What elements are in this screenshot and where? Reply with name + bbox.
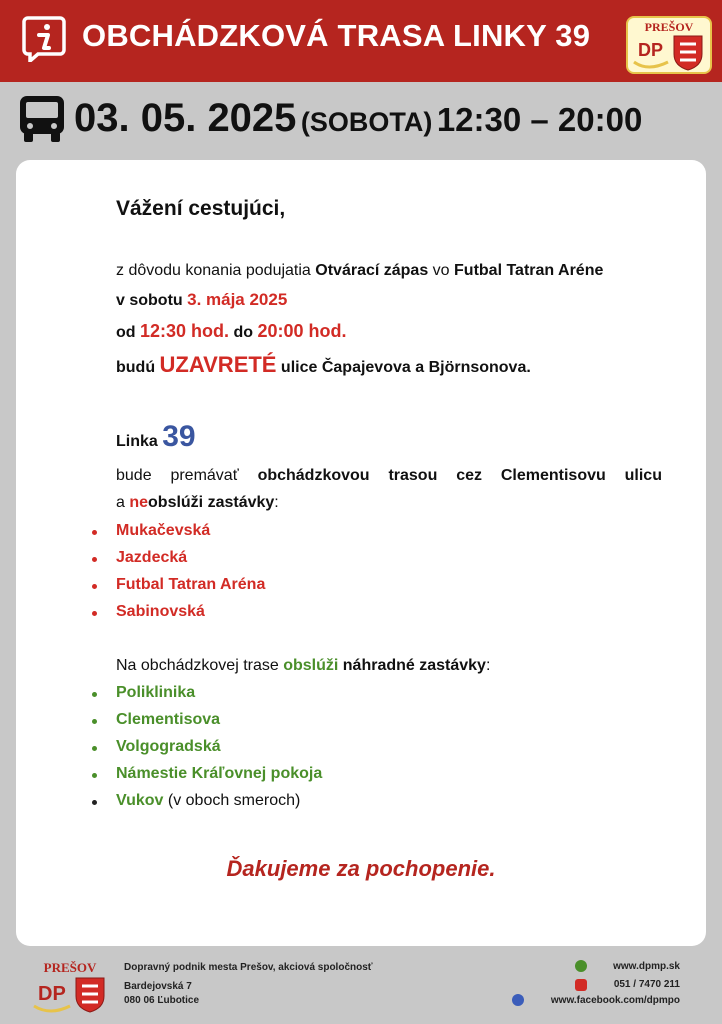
date-time-line [74, 96, 642, 141]
dpmp-logo: PREŠOV DP [626, 16, 712, 74]
served-stop: Námestie Kráľovnej pokoja [116, 765, 323, 782]
date: 03. 05. 2025 [74, 96, 297, 140]
bullet-dot [92, 611, 97, 616]
skipped-stop: Futbal Tatran Aréna [116, 576, 266, 593]
svg-text:DP: DP [38, 983, 66, 1005]
phone-icon [575, 979, 587, 991]
globe-icon [575, 960, 587, 972]
greeting: Vážení cestujúci, [116, 197, 286, 220]
bullet-dot [92, 584, 97, 589]
skipped-stop: Sabinovská [116, 603, 205, 620]
detour-line-1: bude premávať obchádzkovou trasou cez Clementisovu ulicu [116, 467, 662, 484]
bullet-dot [92, 530, 97, 535]
header-bar [0, 0, 722, 82]
dpmp-footer-logo: PREŠOV DP [30, 960, 110, 1016]
alt-stops-intro: Na obchádzkovej trase obslúži náhradné zastávky: [116, 657, 491, 674]
bus-icon [18, 94, 66, 144]
bullet-dot [92, 800, 97, 805]
served-stop: Volgogradská [116, 738, 221, 755]
bullet-dot [92, 557, 97, 562]
facebook-icon [512, 994, 524, 1006]
svg-text:DP: DP [638, 40, 664, 60]
footer-city: 080 06 Ľubotice [124, 995, 200, 1006]
notice-line-1: z dôvodu konania podujatia Otvárací zápas vo Futbal Tatran Aréne [116, 262, 604, 279]
footer [0, 948, 722, 1024]
page-title: OBCHÁDZKOVÁ TRASA LINKY 39 [82, 18, 591, 53]
footer-company: Dopravný podnik mesta Prešov, akciová spoločnosť [124, 962, 373, 973]
notice-line-4: budú UZAVRETÉ ulice Čapajevova a Björnsonova. [116, 352, 531, 377]
linka-line: Linka 39 [116, 420, 196, 453]
footer-street: Bardejovská 7 [124, 981, 192, 992]
time-range: 12:30 – 20:00 [436, 101, 643, 138]
detour-line-2: a neobslúži zastávky: [116, 494, 279, 511]
bullet-dot [92, 746, 97, 751]
notice-line-3: od 12:30 hod. do 20:00 hod. [116, 321, 347, 341]
bullet-dot [92, 719, 97, 724]
served-stop: Poliklinika [116, 684, 196, 701]
day: (SOBOTA) [300, 107, 433, 137]
bullet-dot [92, 692, 97, 697]
bullet-dot [92, 773, 97, 778]
notice-line-2: v sobotu 3. mája 2025 [116, 290, 288, 309]
served-stop: Clementisova [116, 711, 221, 728]
footer-phone[interactable]: 051 / 7470 211 [613, 979, 680, 990]
footer-facebook-link[interactable]: www.facebook.com/dpmpo [550, 995, 680, 1006]
info-speech-icon [22, 16, 66, 62]
served-stop-vukov: Vukov (v oboch smeroch) [116, 792, 301, 809]
skipped-stop: Jazdecká [116, 549, 188, 566]
footer-web-link[interactable]: www.dpmp.sk [613, 961, 680, 972]
skipped-stop: Mukačevská [116, 522, 211, 539]
thanks-message: Ďakujeme za pochopenie. [226, 856, 496, 881]
